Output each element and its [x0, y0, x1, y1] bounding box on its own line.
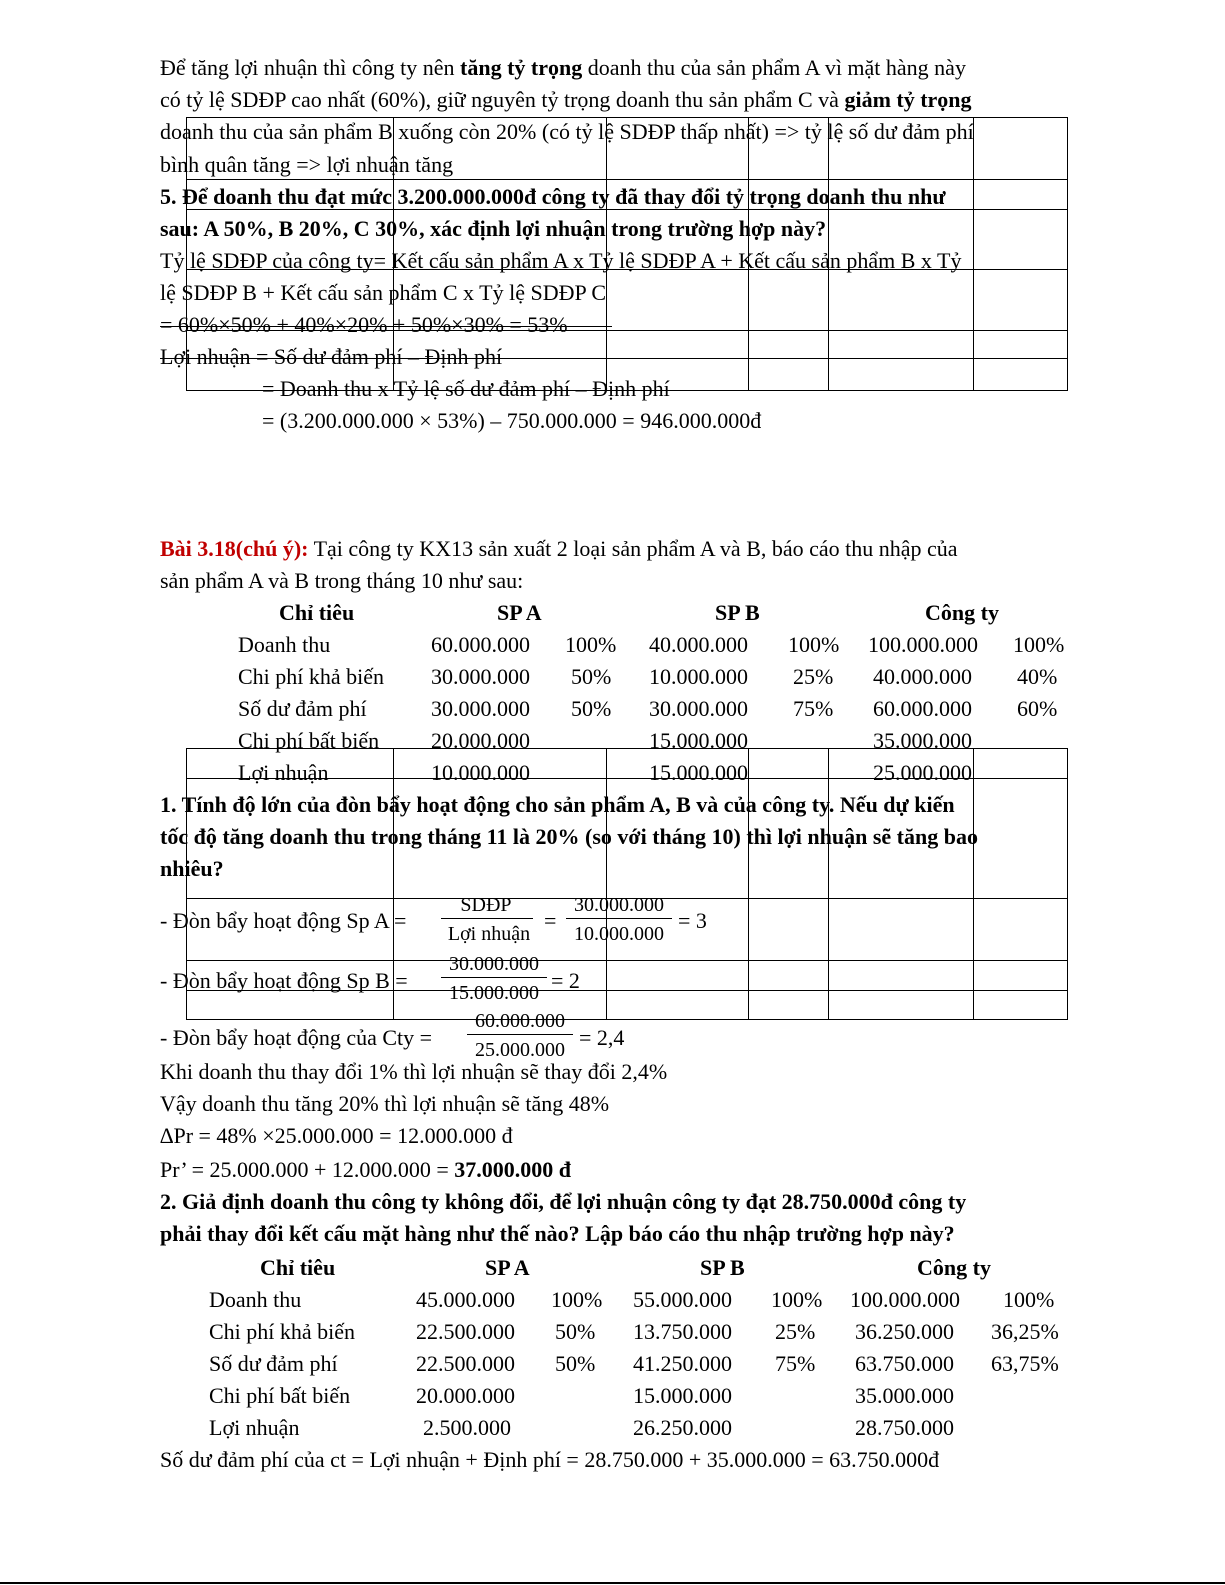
- table-cell: 20.000.000: [431, 728, 530, 753]
- dol-label-b: - Đòn bẩy hoạt động Sp B =: [160, 968, 408, 993]
- result-line: Khi doanh thu thay đổi 1% thì lợi nhuận sẽ thay đổi 2,4%: [160, 1059, 668, 1084]
- table-header: SP B: [715, 600, 760, 625]
- table-header: Công ty: [917, 1255, 991, 1280]
- table-cell: 50%: [555, 1319, 596, 1344]
- formula-result: = (3.200.000.000 × 53%) – 750.000.000 = 946.000.000đ: [262, 408, 762, 433]
- table-cell: 15.000.000: [649, 760, 748, 785]
- table-cell: Chi phí bất biến: [209, 1383, 351, 1408]
- fraction-numerator: 60.000.000: [475, 1010, 565, 1032]
- table-cell: Chi phí khả biến: [209, 1319, 356, 1344]
- equals-sign: =: [544, 908, 557, 933]
- question-5-heading: 5. Để doanh thu đạt mức 3.200.000.000đ công ty đã thay đổi tỷ trọng doanh thu như: [160, 184, 946, 209]
- paragraph-line: bình quân tăng => lợi nhuận tăng: [160, 152, 454, 177]
- table-cell: 50%: [571, 664, 612, 689]
- table-cell: 100%: [565, 632, 617, 657]
- exercise-intro: sản phẩm A và B trong tháng 10 như sau:: [160, 568, 524, 593]
- table-cell: 55.000.000: [633, 1287, 732, 1312]
- table-cell: 41.250.000: [633, 1351, 732, 1376]
- table-cell: 36,25%: [991, 1319, 1059, 1344]
- formula-line: = 60%×50% + 40%×20% + 50%×30% = 53%: [160, 312, 568, 337]
- question-5-heading: sau: A 50%, B 20%, C 30%, xác định lợi nhuận trong trường hợp này?: [160, 216, 827, 241]
- table-cell: Số dư đảm phí: [209, 1351, 338, 1376]
- table-cell: Doanh thu: [209, 1287, 302, 1312]
- table-header: SP A: [485, 1255, 530, 1280]
- question-2-heading: 2. Giả định doanh thu công ty không đổi, để lợi nhuận công ty đạt 28.750.000đ công ty: [160, 1189, 967, 1214]
- dol-result-a: = 3: [678, 908, 707, 933]
- table-cell: 100%: [771, 1287, 823, 1312]
- question-1-heading: 1. Tính độ lớn của đòn bẩy hoạt động cho sản phẩm A, B và của công ty. Nếu dự kiến: [160, 792, 955, 817]
- strike-line: [160, 326, 612, 327]
- table-cell: 28.750.000: [855, 1415, 954, 1440]
- table-cell: 30.000.000: [649, 696, 748, 721]
- table-cell: 2.500.000: [423, 1415, 511, 1440]
- table-cell: Doanh thu: [238, 632, 331, 657]
- fraction-denominator: 10.000.000: [574, 923, 664, 945]
- table-cell: 15.000.000: [649, 728, 748, 753]
- exercise-intro: [160, 538, 958, 560]
- dol-label-company: - Đòn bẩy hoạt động của Cty =: [160, 1025, 433, 1050]
- text-run: Để tăng lợi nhuận thì công ty nên: [160, 55, 461, 80]
- table-cell: 100%: [1003, 1287, 1055, 1312]
- formula-line: Tỷ lệ SDĐP của công ty= Kết cấu sản phẩm A x Tỷ lệ SDĐP A + Kết cấu sản phẩm B x Tỷ: [160, 248, 962, 273]
- table-cell: 22.500.000: [416, 1319, 515, 1344]
- table-cell: 100%: [788, 632, 840, 657]
- table-cell: 25%: [775, 1319, 816, 1344]
- exercise-title: Bài 3.18(chú ý):: [160, 536, 309, 561]
- table-cell: 30.000.000: [431, 696, 530, 721]
- question-2-heading: phải thay đổi kết cấu mặt hàng như thế nào? Lập báo cáo thu nhập trường hợp này?: [160, 1221, 955, 1246]
- paragraph-line: [160, 57, 966, 79]
- table-cell: 75%: [775, 1351, 816, 1376]
- text-run: Pr’ = 25.000.000 + 12.000.000 =: [160, 1157, 455, 1182]
- table-cell: 25.000.000: [873, 760, 972, 785]
- result-line: [160, 1159, 571, 1181]
- table-cell: 100%: [551, 1287, 603, 1312]
- text-run: có tỷ lệ SDĐP cao nhất (60%), giữ nguyên tỷ trọng doanh thu sản phẩm C và: [160, 87, 845, 112]
- table-cell: Lợi nhuận: [209, 1415, 300, 1440]
- text-run: Tại công ty KX13 sản xuất 2 loại sản phẩm A và B, báo cáo thu nhập của: [308, 536, 958, 561]
- table-cell: 15.000.000: [633, 1383, 732, 1408]
- fraction-bar: [467, 1034, 573, 1035]
- table-cell: 60.000.000: [431, 632, 530, 657]
- table-cell: 30.000.000: [431, 664, 530, 689]
- table-cell: 63,75%: [991, 1351, 1059, 1376]
- fraction-bar: [441, 918, 533, 919]
- table-cell: 13.750.000: [633, 1319, 732, 1344]
- fraction-bar: [566, 918, 672, 919]
- fraction-denominator: Lợi nhuận: [447, 923, 531, 945]
- text-run: doanh thu của sản phẩm A vì mặt hàng này: [582, 55, 966, 80]
- emphasis-text: 37.000.000 đ: [454, 1157, 572, 1182]
- table-cell: Số dư đảm phí: [238, 696, 367, 721]
- table-cell: 26.250.000: [633, 1415, 732, 1440]
- table-cell: 40.000.000: [873, 664, 972, 689]
- table-cell: Chi phí khả biến: [238, 664, 385, 689]
- table-cell: 63.750.000: [855, 1351, 954, 1376]
- table-header: Chỉ tiêu: [260, 1255, 336, 1280]
- table-cell: 60.000.000: [873, 696, 972, 721]
- fraction-numerator: 30.000.000: [449, 953, 539, 975]
- final-formula: Số dư đảm phí của ct = Lợi nhuận + Định phí = 28.750.000 + 35.000.000 = 63.750.000đ: [160, 1447, 940, 1472]
- table-cell: 45.000.000: [416, 1287, 515, 1312]
- fraction-denominator: 15.000.000: [449, 982, 539, 1004]
- table-cell: 25%: [793, 664, 834, 689]
- question-1-heading: nhiêu?: [160, 856, 224, 881]
- table-cell: 40.000.000: [649, 632, 748, 657]
- table-header: Chỉ tiêu: [279, 600, 355, 625]
- table-cell: 100%: [1013, 632, 1065, 657]
- table-cell: Lợi nhuận: [238, 760, 329, 785]
- table-header: SP A: [497, 600, 542, 625]
- paragraph-line: [160, 89, 972, 111]
- fraction-numerator: SDĐP: [460, 894, 512, 916]
- result-line: Vậy doanh thu tăng 20% thì lợi nhuận sẽ tăng 48%: [160, 1091, 610, 1116]
- table-cell: 36.250.000: [855, 1319, 954, 1344]
- fraction-denominator: 25.000.000: [475, 1039, 565, 1061]
- emphasis-text: giảm tỷ trọng: [844, 87, 972, 112]
- formula-line: lệ SDĐP B + Kết cấu sản phẩm C x Tỷ lệ SDĐP C: [160, 280, 607, 305]
- table-cell: 100.000.000: [868, 632, 978, 657]
- result-line: ∆Pr = 48% ×25.000.000 = 12.000.000 đ: [160, 1123, 513, 1148]
- table-cell: Chi phí bất biến: [238, 728, 380, 753]
- table-cell: 40%: [1017, 664, 1058, 689]
- table-cell: 22.500.000: [416, 1351, 515, 1376]
- table-cell: 35.000.000: [873, 728, 972, 753]
- table-cell: 35.000.000: [855, 1383, 954, 1408]
- dol-label-a: - Đòn bẩy hoạt động Sp A =: [160, 908, 407, 933]
- question-1-heading: tốc độ tăng doanh thu trong tháng 11 là 20% (so với tháng 10) thì lợi nhuận sẽ tăng bao: [160, 824, 978, 849]
- dol-result-company: = 2,4: [579, 1025, 625, 1050]
- formula-line: = Doanh thu x Tỷ lệ số dư đảm phí – Định phí: [262, 376, 670, 401]
- table-cell: 10.000.000: [649, 664, 748, 689]
- strike-line: [262, 390, 716, 391]
- table-cell: 20.000.000: [416, 1383, 515, 1408]
- fraction-numerator: 30.000.000: [574, 894, 664, 916]
- table-cell: 50%: [571, 696, 612, 721]
- emphasis-text: tăng tỷ trọng: [460, 55, 583, 80]
- table-header: Công ty: [925, 600, 999, 625]
- table-cell: 100.000.000: [850, 1287, 960, 1312]
- page-bottom-rule: [0, 1582, 1225, 1584]
- formula-line: Lợi nhuận = Số dư đảm phí – Định phí: [160, 344, 503, 369]
- dol-result-b: = 2: [551, 968, 580, 993]
- strike-line: [160, 358, 540, 359]
- fraction-bar: [441, 977, 547, 978]
- table-cell: 50%: [555, 1351, 596, 1376]
- table-cell: 60%: [1017, 696, 1058, 721]
- paragraph-line: doanh thu của sản phẩm B xuống còn 20% (có tỷ lệ SDĐP thấp nhất) => tỷ lệ số dư đảm phí: [160, 119, 974, 144]
- table-cell: 10.000.000: [431, 760, 530, 785]
- table-cell: 75%: [793, 696, 834, 721]
- table-header: SP B: [700, 1255, 745, 1280]
